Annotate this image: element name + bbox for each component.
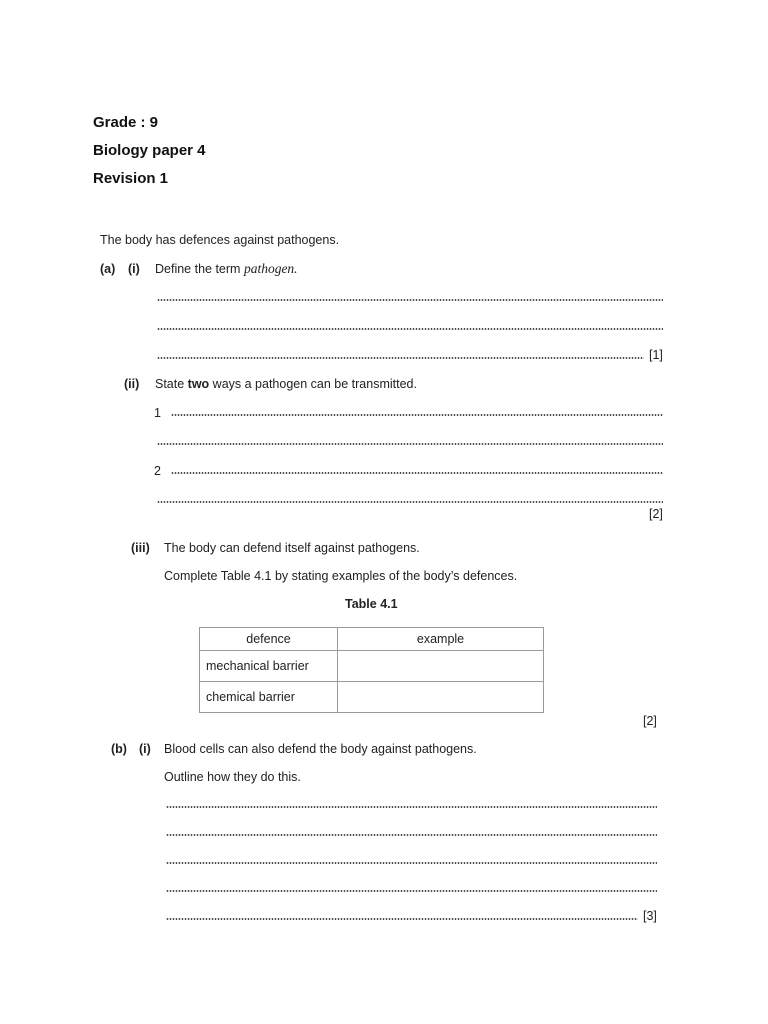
marks-b-i: [3] [643,909,657,923]
part-a-i-prefix: Define the term [155,262,244,276]
answer-line-a-i-2[interactable] [157,327,663,331]
table-row [200,682,544,713]
part-a-label: (a) [100,262,116,276]
answer-line-b-i-4[interactable] [166,889,657,893]
question-intro: The body has defences against pathogens. [100,233,340,247]
part-b-i-label: (i) [139,742,151,756]
part-b-i-line2: Outline how they do this. [164,770,301,784]
table-header-example: example [338,628,544,651]
part-b-label: (b) [111,742,127,756]
part-a-iii-label: (iii) [131,541,150,555]
answer-line-a-i-3[interactable] [157,356,644,360]
part-a-ii-bold: two [187,377,210,391]
answer-line-a-i-1[interactable] [157,298,663,302]
marks-a-ii: [2] [649,507,663,521]
part-b-i-line1: Blood cells can also defend the body against pathogens. [164,742,477,756]
answer-line-b-i-5[interactable] [166,917,638,921]
part-a-iii-line2: Complete Table 4.1 by stating examples of the body’s defences. [164,569,518,583]
table-cell-defence: mechanical barrier [200,651,338,682]
item-number-1: 1 [154,406,161,420]
pathogen-term: pathogen. [243,261,298,276]
table-header-row [200,628,544,651]
table-cell-example-input[interactable] [338,682,544,713]
part-a-i-label: (i) [128,262,140,276]
revision-heading: Revision 1 [93,170,169,187]
table-header-defence: defence [200,628,338,651]
part-a-ii-suffix: ways a pathogen can be transmitted. [209,377,417,391]
answer-line-a-ii-1a[interactable] [171,413,663,417]
part-a-ii-label: (ii) [124,377,140,391]
answer-line-a-ii-1b[interactable] [157,442,663,446]
defence-table [199,627,544,713]
answer-line-b-i-1[interactable] [166,805,657,809]
part-a-i-question [155,261,298,277]
table-cell-example-input[interactable] [338,651,544,682]
part-a-iii-line1: The body can defend itself against pathogens. [164,541,420,555]
table-row [200,651,544,682]
subject-heading: Biology paper 4 [93,142,206,159]
grade-heading: Grade : 9 [93,114,159,131]
part-a-ii-prefix: State [155,377,188,391]
answer-line-a-ii-2b[interactable] [157,500,663,504]
answer-line-a-ii-2a[interactable] [171,471,663,475]
table-title: Table 4.1 [345,597,398,611]
marks-a-i: [1] [649,348,663,362]
answer-line-b-i-3[interactable] [166,861,657,865]
table-cell-defence: chemical barrier [200,682,338,713]
item-number-2: 2 [154,464,161,478]
part-a-ii-question [155,377,417,391]
marks-a-iii: [2] [643,714,657,728]
answer-line-b-i-2[interactable] [166,833,657,837]
